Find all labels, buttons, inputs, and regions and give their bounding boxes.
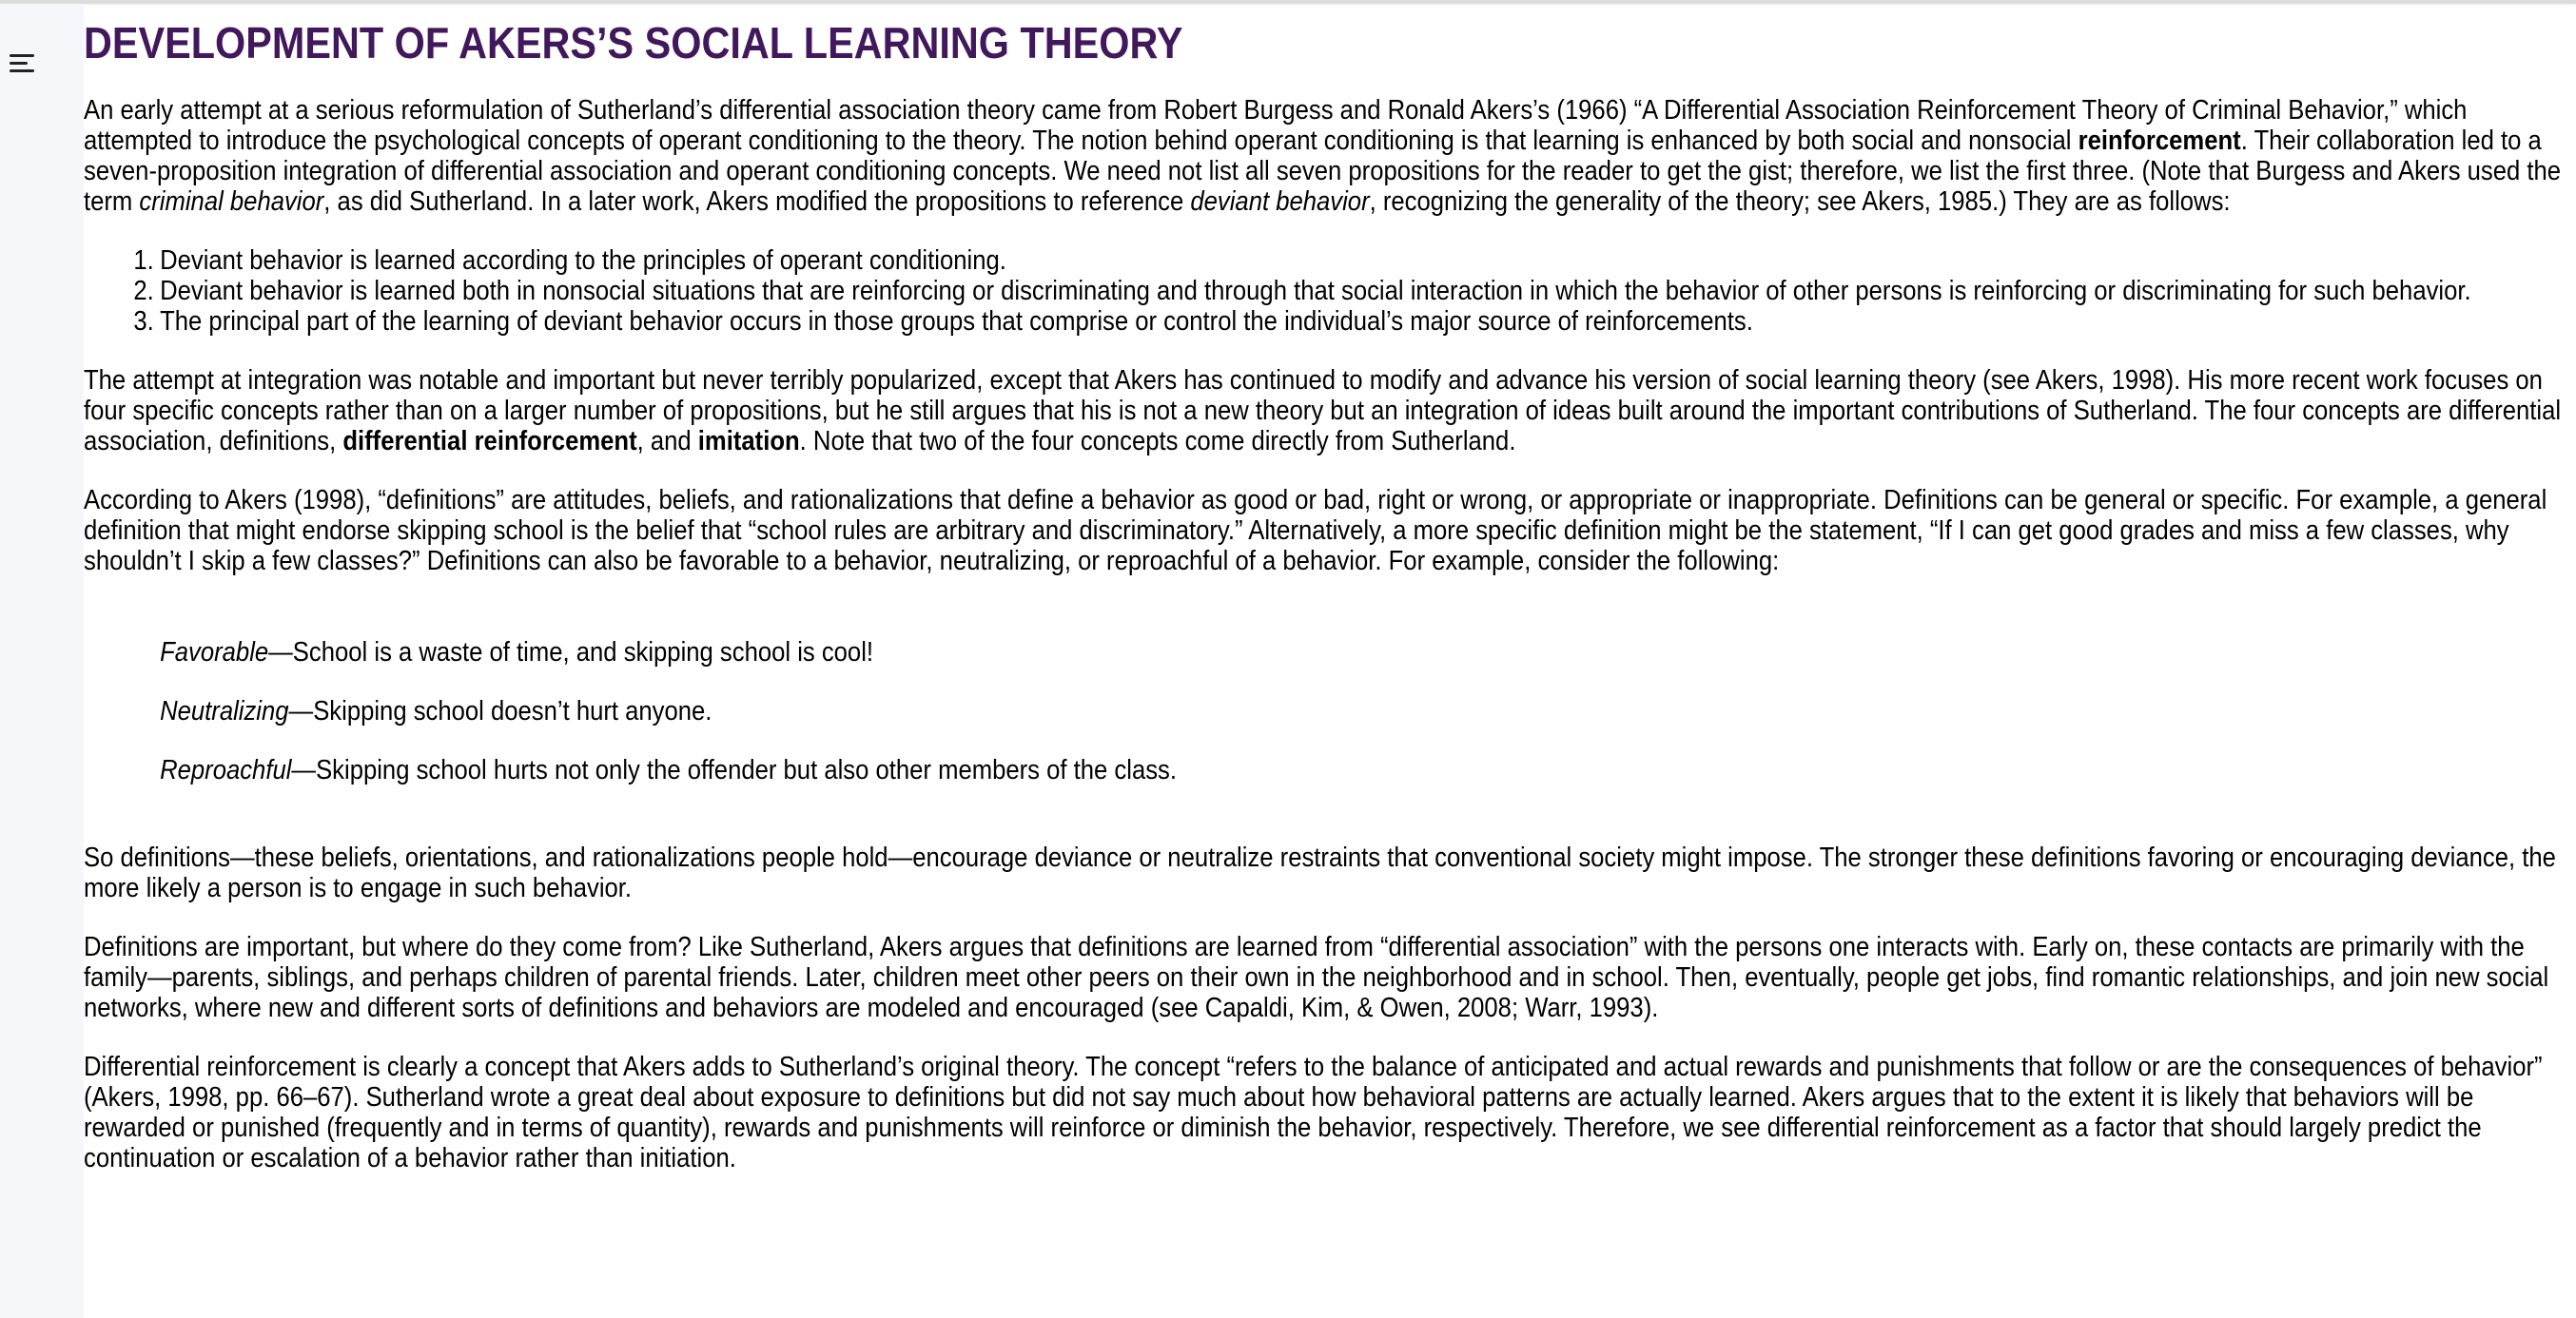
list-item [84, 245, 2571, 276]
reader-content[interactable] [84, 4, 2576, 1318]
menu-lines-icon [10, 62, 28, 65]
list-item-text: Deviant behavior is learned both in nonsocial situations that are reinforcing or discriminating and through that social interaction in which the behavior of other persons is reinforcing or discriminating for such behavior. [160, 276, 2471, 306]
menu-lines-icon [10, 54, 34, 57]
menu-lines-icon [10, 69, 34, 72]
text-run: , recognizing the generality of the theory; see Akers, 1985.) They are as follows: [1369, 186, 2231, 217]
list-number: 3. [133, 306, 154, 337]
definition-term: Reproachful [160, 755, 292, 785]
list-item-text: The principal part of the learning of deviant behavior occurs in those groups that comprise or control the individual’s major source of reinforcements. [160, 306, 1753, 337]
list-item [84, 276, 2571, 306]
emphasis: deviant behavior [1190, 186, 1370, 217]
paragraph-where-from: Definitions are important, but where do they come from? Like Sutherland, Akers argues that definitions are learned from “differential association” with the persons one interacts with. Early on, these contacts are primarily with the family—parents, siblings, and perhaps children of parental friends. Later, children meet other peers on their own in the neighborhood and in school. Then, eventually, people get jobs, find romantic relationships, and join new social networks, where new and different sorts of definitions and behaviors are modeled and encouraged (see Capaldi, Kim, & Owen, 2008; Warr, 1993). [84, 932, 2549, 1023]
text-run: , and [636, 426, 698, 456]
definition-text: Skipping school doesn’t hurt anyone. [313, 696, 712, 727]
key-term: imitation [697, 426, 800, 456]
text-run: An early attempt at a serious reformulation of Sutherland’s differential association theory came from Robert Burgess and Ronald Akers’s (1966) “A Differential Association Reinforcement Theory of Criminal Behavior,” which attempted to introduce the psychological concepts of operant conditioning to the theory. The notion behind operant conditioning is that learning is enhanced by both social and nonsocial [84, 95, 2468, 156]
text-run: . Their collaboration led to a seven-proposition integration of differential association and operant conditioning concepts. We need not list all seven propositions for the reader to get the gist; therefore, we list the first three. (Note that Burgess and Akers used the term [84, 126, 2562, 217]
key-term: reinforcement [2078, 126, 2241, 156]
definition-examples [84, 637, 2571, 785]
list-item [84, 306, 2571, 337]
dash: — [268, 637, 293, 668]
paragraph-integration [84, 365, 2571, 456]
definition-term: Favorable [160, 637, 269, 668]
definition-text: School is a waste of time, and skipping school is cool! [292, 637, 874, 668]
list-number: 1. [133, 245, 154, 276]
section-heading: DEVELOPMENT OF AKERS’S SOCIAL LEARNING THEORY [84, 18, 1183, 68]
text-run: . Note that two of the four concepts come directly from Sutherland. [799, 426, 1516, 456]
paragraph-differential-reinforcement: Differential reinforcement is clearly a concept that Akers adds to Sutherland’s original theory. The concept “refers to the balance of anticipated and actual rewards and punishments that follow or are the consequences of behavior” (Akers, 1998, pp. 66–67). Sutherland wrote a great deal about exposure to definitions but did not say much about how behavioral patterns are actually learned. Akers argues that to the extent it is likely that behaviors will be rewarded or punished (frequently and in terms of quantity), rewards and punishments will reinforce or diminish the behavior, respectively. Therefore, we see differential reinforcement as a factor that should largely predict the continuation or escalation of a behavior rather than initiation. [84, 1052, 2543, 1173]
paragraph-so-definitions: So definitions—these beliefs, orientations, and rationalizations people hold—encourage deviance or neutralize restraints that conventional society might impose. The stronger these definitions favoring or encouraging deviance, the more likely a person is to engage in such behavior. [84, 843, 2556, 903]
list-number: 2. [133, 276, 154, 306]
definition-example [160, 637, 2570, 668]
definition-term: Neutralizing [160, 696, 289, 727]
key-term: differential reinforcement [342, 426, 637, 456]
propositions-list [84, 245, 2571, 337]
definition-example [160, 755, 2570, 785]
emphasis: criminal behavior [139, 186, 324, 217]
paragraph-definitions: According to Akers (1998), “definitions” are attitudes, beliefs, and rationalizations that define a behavior as good or bad, right or wrong, or appropriate or inappropriate. Definitions can be general or specific. For example, a general definition that might endorse skipping school is the belief that “school rules are arbitrary and discriminatory.” Alternatively, a more specific definition might be the statement, “If I can get good grades and miss a few classes, why shouldn’t I skip a few classes?” Definitions can also be favorable to a behavior, neutralizing, or reproachful of a behavior. For example, consider the following: [84, 485, 2547, 576]
sidebar [0, 4, 84, 1318]
definition-example [160, 696, 2570, 727]
dash: — [291, 755, 317, 785]
article [84, 17, 2571, 1173]
definition-text: Skipping school hurts not only the offender but also other members of the class. [316, 755, 1177, 785]
text-run: The attempt at integration was notable and important but never terribly popularized, except that Akers has continued to modify and advance his version of social learning theory (see Akers, 1998). His more recent work focuses on four specific concepts rather than on a larger number of propositions, but he still argues that his is not a new theory but an integration of ideas built around the important contributions of Sutherland. The four concepts are differential association, definitions, [84, 365, 2562, 456]
list-item-text: Deviant behavior is learned according to the principles of operant conditioning. [160, 245, 1006, 276]
dash: — [288, 696, 314, 727]
paragraph-intro [84, 95, 2571, 217]
table-of-contents-button[interactable] [6, 46, 40, 80]
text-run: , as did Sutherland. In a later work, Akers modified the propositions to reference [323, 186, 1191, 217]
